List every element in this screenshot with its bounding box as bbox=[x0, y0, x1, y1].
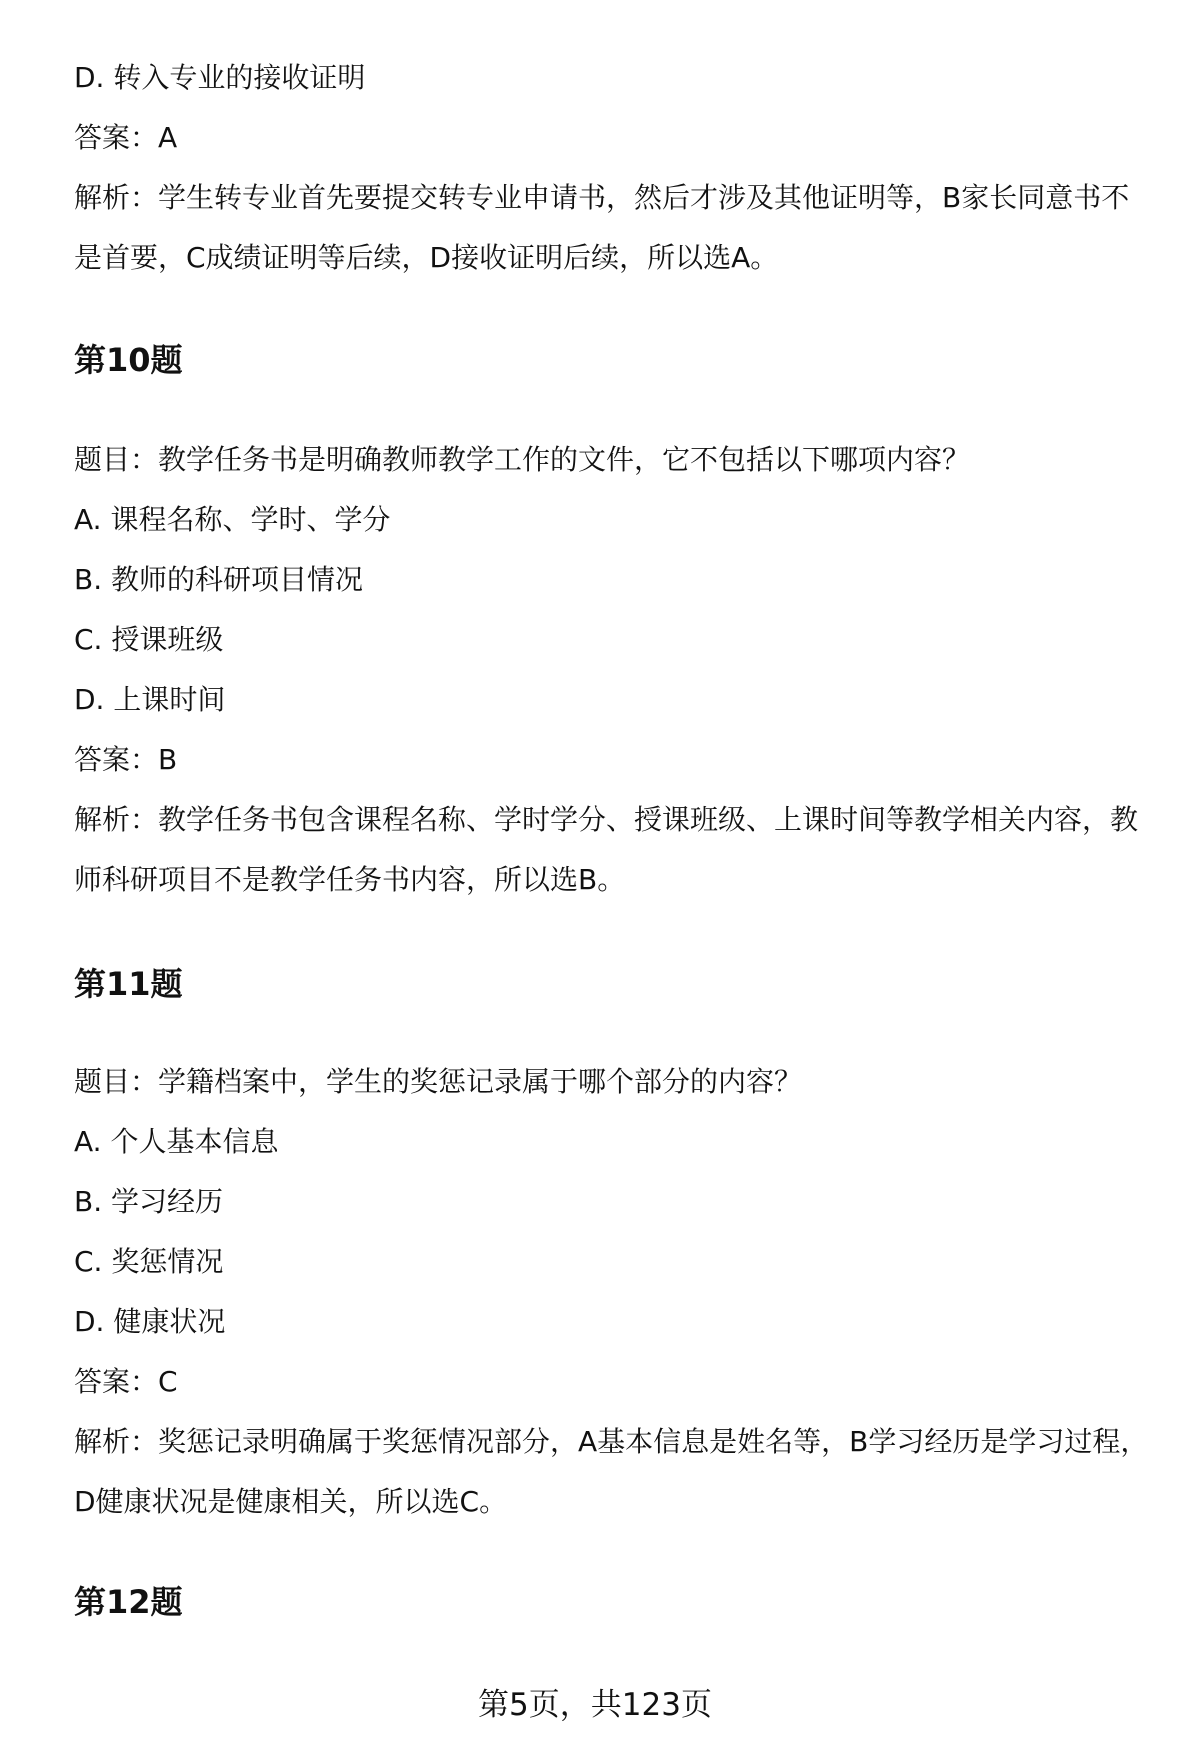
q9-analysis: 解析：学生转专业首先要提交转专业申请书，然后才涉及其他证明等，B家长同意书不是首要，C成绩证明等后续，D接收证明后续，所以选A。 bbox=[74, 181, 1130, 274]
q9-answer: 答案：A bbox=[74, 121, 178, 154]
q10-analysis: 解析：教学任务书包含课程名称、学时学分、授课班级、上课时间等教学相关内容，教师科研项目不是教学任务书内容，所以选B。 bbox=[74, 803, 1139, 896]
q10-answer: 答案：B bbox=[74, 743, 178, 776]
q11-analysis: 解析：奖惩记录明确属于奖惩情况部分，A基本信息是姓名等，B学习经历是学习过程，D健康状况是健康相关，所以选C。 bbox=[74, 1425, 1149, 1518]
q11-option-b: B. 学习经历 bbox=[74, 1185, 224, 1218]
q10-option-c: C. 授课班级 bbox=[74, 623, 224, 656]
q10-question: 题目：教学任务书是明确教师教学工作的文件，它不包括以下哪项内容？ bbox=[74, 443, 971, 476]
q11-option-a: A. 个人基本信息 bbox=[74, 1125, 279, 1158]
q10-option-d: D. 上课时间 bbox=[74, 683, 226, 716]
page-footer: 第5页，共123页 bbox=[478, 1687, 712, 1723]
q12-title: 第12题 bbox=[74, 1583, 183, 1621]
q11-option-c: C. 奖惩情况 bbox=[74, 1245, 224, 1278]
q11-option-d: D. 健康状况 bbox=[74, 1305, 226, 1338]
q10-title: 第10题 bbox=[74, 341, 183, 379]
q11-title: 第11题 bbox=[74, 965, 183, 1003]
q11-question: 题目：学籍档案中，学生的奖惩记录属于哪个部分的内容？ bbox=[74, 1065, 803, 1098]
q10-option-a: A. 课程名称、学时、学分 bbox=[74, 503, 391, 536]
q9-option-d: D. 转入专业的接收证明 bbox=[74, 61, 366, 94]
q11-answer: 答案：C bbox=[74, 1365, 178, 1398]
q10-option-b: B. 教师的科研项目情况 bbox=[74, 563, 364, 596]
